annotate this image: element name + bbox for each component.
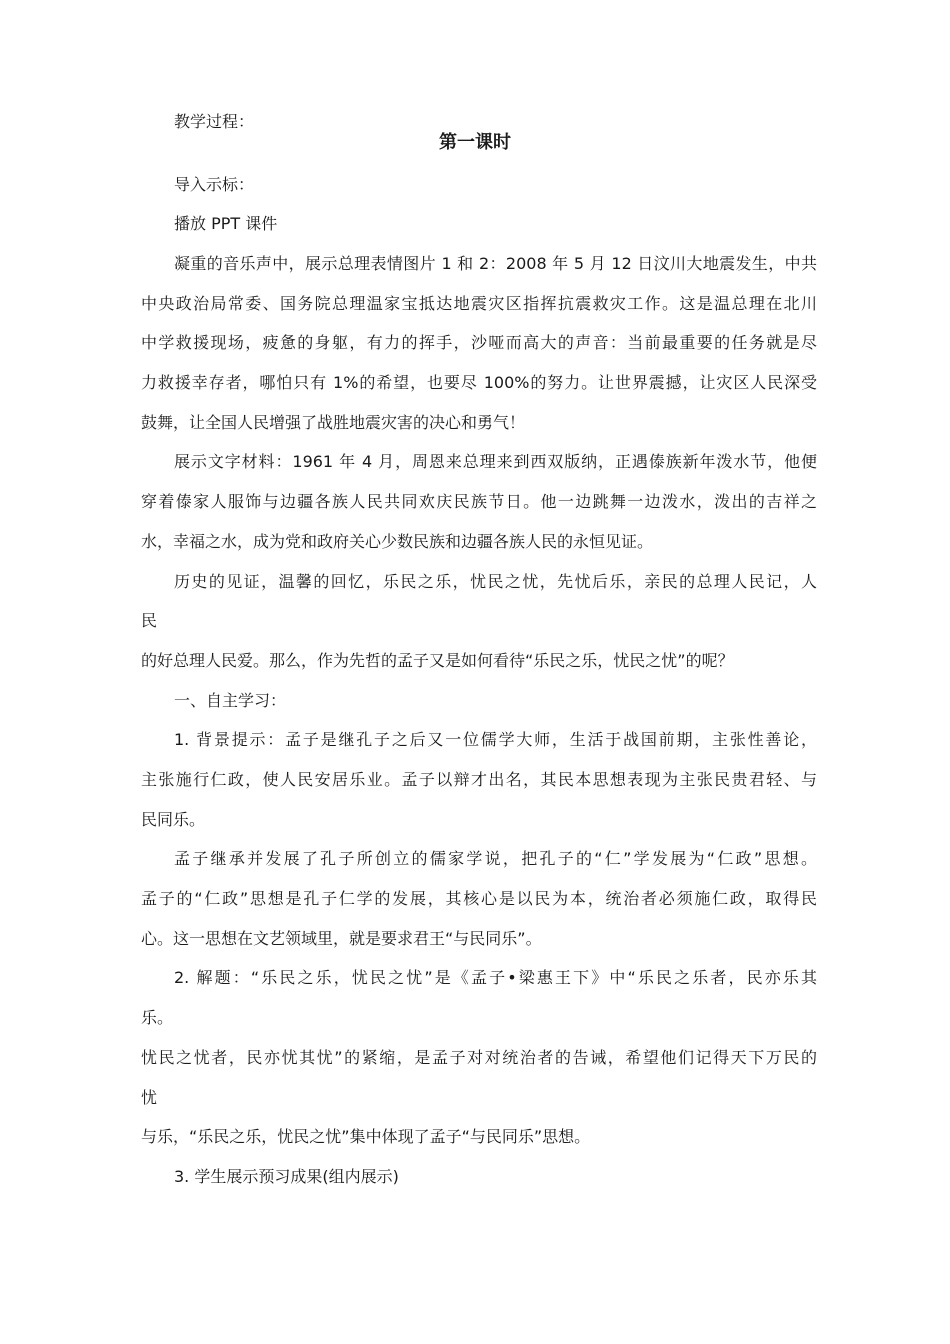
text-line: 心。这一思想在文艺领域里，就是要求君王“与民同乐”。 xyxy=(141,929,542,948)
text-line: 穿着傣家人服饰与边疆各族人民共同欢庆民族节日。他一边跳舞一边泼水，泼出的吉祥之 xyxy=(141,492,817,511)
section-label-teaching-process: 教学过程： xyxy=(174,112,255,131)
text-line: 2. 解题：“乐民之乐，忧民之忧”是《孟子•梁惠王下》中“乐民之乐者，民亦乐其 xyxy=(174,968,817,987)
section-label-intro: 导入示标： xyxy=(174,175,255,194)
text-line: 中央政治局常委、国务院总理温家宝抵达地震灾区指挥抗震救灾工作。这是温总理在北川 xyxy=(141,294,817,313)
text-line: 民 xyxy=(141,611,158,630)
text-line: 乐。 xyxy=(141,1008,174,1027)
text-line: 中学救援现场，疲惫的身躯，有力的挥手，沙哑而高大的声音：当前最重要的任务就是尽 xyxy=(141,333,817,352)
text-line: 历史的见证，温馨的回忆，乐民之乐，忧民之忧，先忧后乐，亲民的总理人民记，人 xyxy=(174,572,817,591)
text-line: 民同乐。 xyxy=(141,810,206,829)
text-line: 凝重的音乐声中，展示总理表情图片 1 和 2：2008 年 5 月 12 日汶川大地震发生，中共 xyxy=(174,254,817,273)
text-line: 主张施行仁政，使人民安居乐业。孟子以辩才出名，其民本思想表现为主张民贵君轻、与 xyxy=(141,770,817,789)
text-line: 播放 PPT 课件 xyxy=(174,214,278,233)
text-line: 与乐，“乐民之乐，忧民之忧”集中体现了孟子“与民同乐”思想。 xyxy=(141,1127,591,1146)
text-line: 3. 学生展示预习成果(组内展示) xyxy=(174,1167,399,1186)
lesson-title: 第一课时 xyxy=(439,132,511,153)
text-line: 孟子的“仁政”思想是孔子仁学的发展，其核心是以民为本，统治者必须施仁政，取得民 xyxy=(141,889,817,908)
text-line: 孟子继承并发展了孔子所创立的儒家学说，把孔子的“仁”学发展为“仁政”思想。 xyxy=(174,849,817,868)
text-line: 1. 背景提示：孟子是继孔子之后又一位儒学大师，生活于战国前期，主张性善论， xyxy=(174,730,817,749)
text-line: 鼓舞，让全国人民增强了战胜地震灾害的决心和勇气！ xyxy=(141,413,526,432)
text-line: 的好总理人民爱。那么，作为先哲的孟子又是如何看待“乐民之乐，忧民之忧”的呢？ xyxy=(141,651,734,670)
text-line: 力救援幸存者，哪怕只有 1%的希望，也要尽 100%的努力。让世界震撼，让灾区人民深受 xyxy=(141,373,817,392)
text-line: 忧 xyxy=(141,1088,158,1107)
text-line: 水，幸福之水，成为党和政府关心少数民族和边疆各族人民的永恒见证。 xyxy=(141,532,654,551)
text-line: 展示文字材料：1961 年 4 月，周恩来总理来到西双版纳，正遇傣族新年泼水节，他便 xyxy=(174,452,817,471)
section-heading-self-study: 一、自主学习： xyxy=(174,691,287,710)
text-line: 忧民之忧者，民亦忧其忧”的紧缩，是孟子对对统治者的告诫，希望他们记得天下万民的 xyxy=(141,1048,817,1067)
